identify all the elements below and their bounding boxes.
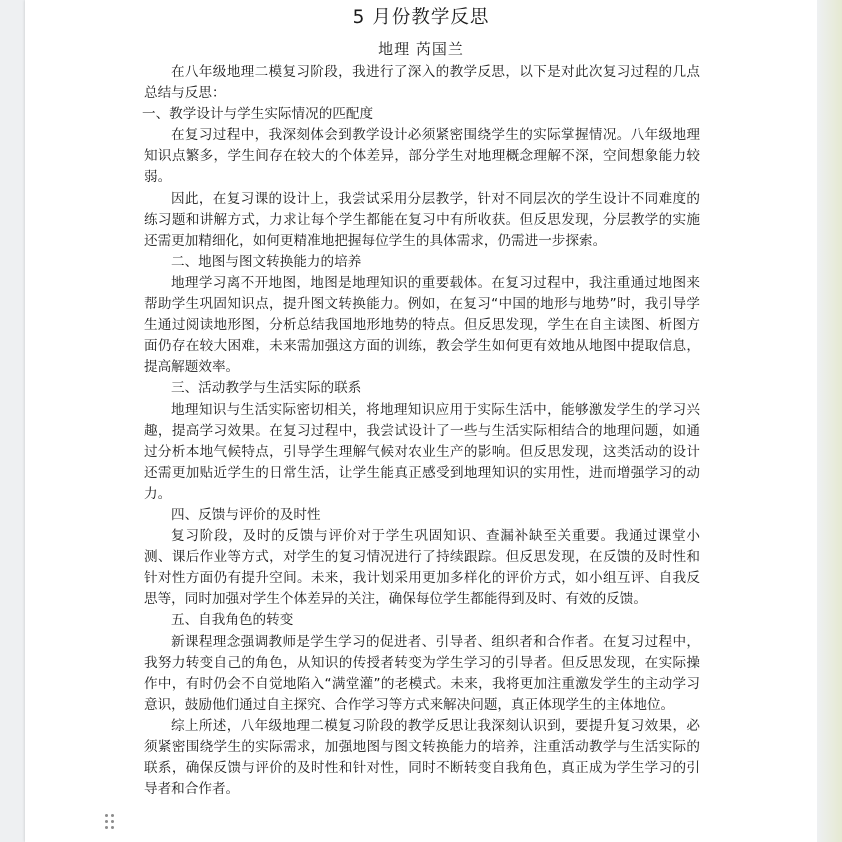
document-title: 5 月份教学反思 [352, 7, 490, 28]
section-1-paragraph-1: 在复习过程中，我深刻体会到教学设计必须紧密围绕学生的实际掌握情况。八年级地理知识点繁多，学生间存在较大的个体差异，部分学生对地理概念理解不深，空间想象能力较弱。 [144, 127, 700, 186]
conclusion-paragraph: 综上所述，八年级地理二模复习阶段的教学反思让我深刻认识到，要提升复习效果，必须紧密围绕学生的实际需求，加强地图与图文转换能力的培养，注重活动教学与生活实际的联系，确保反馈与评价的及时性和针对性，同时不断转变自我角色，真正成为学生学习的引导者和合作者。 [144, 717, 700, 798]
document-author: 地理 芮国兰 [378, 40, 464, 58]
section-3-paragraph-1: 地理知识与生活实际密切相关，将地理知识应用于实际生活中，能够激发学生的学习兴趣，提高学习效果。在复习过程中，我尝试设计了一些与生活实际相结合的地理问题，如通过分析本地气候特点，引导学生理解气候对农业生产的影响。但反思发现，这类活动的设计还需更加贴近学生的日常生活，让学生能真正感受到地理知识的实用性，进而增强学习的动力。 [144, 401, 700, 502]
section-5-heading: 五、自我角色的转变 [171, 612, 294, 629]
window-edge [817, 0, 842, 842]
drag-handle-icon[interactable] [104, 812, 116, 830]
section-4-paragraph-1: 复习阶段，及时的反馈与评价对于学生巩固知识、查漏补缺至关重要。我通过课堂小测、课后作业等方式，对学生的复习情况进行了持续跟踪。但反思发现，在反馈的及时性和针对性方面仍有提升空间。未来，我计划采用更加多样化的评价方式，如小组互评、自我反思等，同时加强对学生个体差异的关注，确保每位学生都能得到及时、有效的反馈。 [144, 528, 700, 608]
section-1-paragraph-2: 因此，在复习课的设计上，我尝试采用分层教学，针对不同层次的学生设计不同难度的练习题和讲解方式，力求让每个学生都能在复习中有所收获。但反思发现，分层教学的实施还需更加精细化，如何更精准地把握每位学生的具体需求，仍需进一步探索。 [144, 190, 700, 249]
document-body[interactable] [144, 62, 700, 800]
intro-paragraph: 在八年级地理二模复习阶段，我进行了深入的教学反思，以下是对此次复习过程的几点总结与反思： [144, 64, 700, 102]
section-3-heading: 三、活动教学与生活实际的联系 [171, 380, 362, 397]
section-4-heading: 四、反馈与评价的及时性 [171, 506, 321, 523]
section-1-heading: 一、教学设计与学生实际情况的匹配度 [142, 106, 374, 123]
section-2-heading: 二、地图与图文转换能力的培养 [171, 253, 362, 270]
section-2-paragraph-1: 地理学习离不开地图，地图是地理知识的重要载体。在复习过程中，我注重通过地图来帮助学生巩固知识点，提升图文转换能力。例如，在复习“中国的地形与地势”时，我引导学生通过阅读地形图，分析总结我国地形地势的特点。但反思发现，学生在自主读图、析图方面仍存在较大困难，未来需加强这方面的训练，教会学生如何更有效地从地图中提取信息，提高解题效率。 [144, 274, 700, 376]
section-5-paragraph-1: 新课程理念强调教师是学生学习的促进者、引导者、组织者和合作者。在复习过程中，我努力转变自己的角色，从知识的传授者转变为学生学习的引导者。但反思发现，在实际操作中，有时仍会不自觉地陷入“满堂灌”的老模式。未来，我将更加注重激发学生的主动学习意识，鼓励他们通过自主探究、合作学习等方式来解决问题，真正体现学生的主体地位。 [144, 633, 700, 713]
document-page [25, 0, 817, 842]
